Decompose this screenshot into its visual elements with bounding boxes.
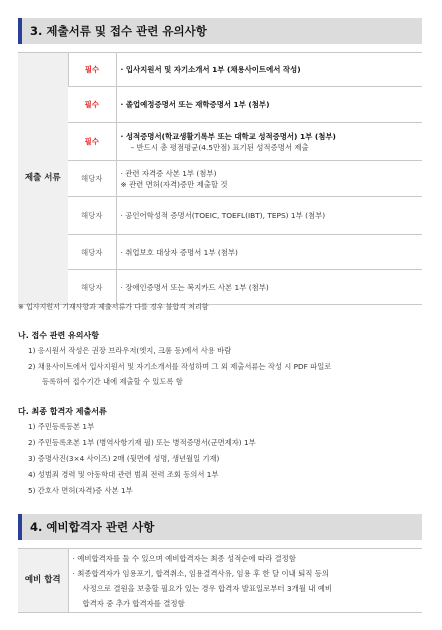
doc-item: · 장애인증명서 또는 복지카드 사본 1부 (첨부) xyxy=(116,270,422,305)
list-item: 3) 증명사진(3×4 사이즈) 2매 (뒷면에 성명, 생년월일 기재) xyxy=(28,454,220,463)
required-badge: 필수 xyxy=(68,53,116,87)
applicable-label: 해당자 xyxy=(68,235,116,270)
table-row xyxy=(18,549,422,613)
description-line: · 최종합격자가 임용포기, 합격취소, 임용결격사유, 임용 후 한 달 이내 퇴직 등의 xyxy=(72,568,330,578)
doc-item-subline: ※ 관련 면허(자격)증만 제출할 것 xyxy=(120,179,228,189)
table-row xyxy=(18,197,422,235)
category-cell xyxy=(18,53,68,305)
doc-item: · 공인어학성적 증명서(TOEIC, TOEFL(IBT), TEPS) 1부 (첨부) xyxy=(116,197,422,235)
application-notes-title: 나. 접수 관련 유의사항 xyxy=(18,331,99,340)
doc-item: · 졸업예정증명서 또는 재학증명서 1부 (첨부) xyxy=(116,87,422,123)
list-item: 2) 주민등록초본 1부 (병역사항기재 필) 또는 병적증명서(군면제자) 1부 xyxy=(28,438,256,447)
list-item: 2) 채용사이트에서 입사지원서 및 자기소개서를 작성하며 그 외 제출서류는 작성 시 PDF 파일로 xyxy=(28,362,332,371)
disqualify-note: ※ 입사지원서 기재사항과 제출서류가 다를 경우 불합격 처리함 xyxy=(18,303,209,311)
table-row xyxy=(18,53,422,87)
doc-item xyxy=(116,123,422,161)
required-badge: 필수 xyxy=(68,87,116,123)
list-item: 1) 주민등록등본 1부 xyxy=(28,422,95,431)
documents-table xyxy=(18,52,422,305)
section-4-title: 4. 예비합격자 관련 사항 xyxy=(18,514,422,540)
category-label: 예비 합격 xyxy=(24,575,61,585)
table-row xyxy=(18,87,422,123)
required-badge: 필수 xyxy=(68,123,116,161)
alternate-description xyxy=(68,549,422,613)
table-row xyxy=(18,123,422,161)
category-label: 제출 서류 xyxy=(24,173,61,183)
alternates-table xyxy=(18,548,422,613)
doc-item: · 입사지원서 및 자기소개서 1부 (채용사이트에서 작성) xyxy=(116,53,422,87)
applicable-label: 해당자 xyxy=(68,161,116,197)
table-row xyxy=(18,235,422,270)
list-item-continued: 등록하여 접수기간 내에 제출할 수 있도록 함 xyxy=(42,377,183,386)
list-item: 1) 응시원서 작성은 권장 브라우저(엣지, 크롬 등)에서 사용 바람 xyxy=(28,346,232,355)
doc-item: · 취업보호 대상자 증명서 1부 (첨부) xyxy=(116,235,422,270)
list-item: 4) 성범죄 경력 및 아동학대 관련 범죄 전력 조회 동의서 1부 xyxy=(28,470,219,479)
description-line: · 예비합격자를 둘 수 있으며 예비합격자는 최종 성적순에 따라 결정함 xyxy=(72,553,296,563)
list-item: 5) 간호사 면허(자격)증 사본 1부 xyxy=(28,486,133,495)
section-3-title: 3. 제출서류 및 접수 관련 유의사항 xyxy=(18,18,422,44)
doc-item-line: · 관련 자격증 사본 1부 (첨부) xyxy=(120,168,217,178)
table-row xyxy=(18,270,422,305)
doc-item-subline: – 반드시 총 평점평균(4.5만점) 표기된 성적증명서 제출 xyxy=(130,142,309,152)
doc-item xyxy=(116,161,422,197)
table-row xyxy=(18,161,422,197)
description-line: 사정으로 결원을 보충할 필요가 있는 경우 합격자 발표일로부터 3개월 내 예비 xyxy=(82,583,333,593)
applicable-label: 해당자 xyxy=(68,270,116,305)
applicable-label: 해당자 xyxy=(68,197,116,235)
category-cell xyxy=(18,549,68,613)
description-line: 합격자 중 추가 합격자를 결정함 xyxy=(82,598,185,608)
doc-item-line: · 성적증명서(학교생활기록부 또는 대학교 성적증명서) 1부 (첨부) xyxy=(120,131,336,141)
final-docs-title: 다. 최종 합격자 제출서류 xyxy=(18,407,107,416)
